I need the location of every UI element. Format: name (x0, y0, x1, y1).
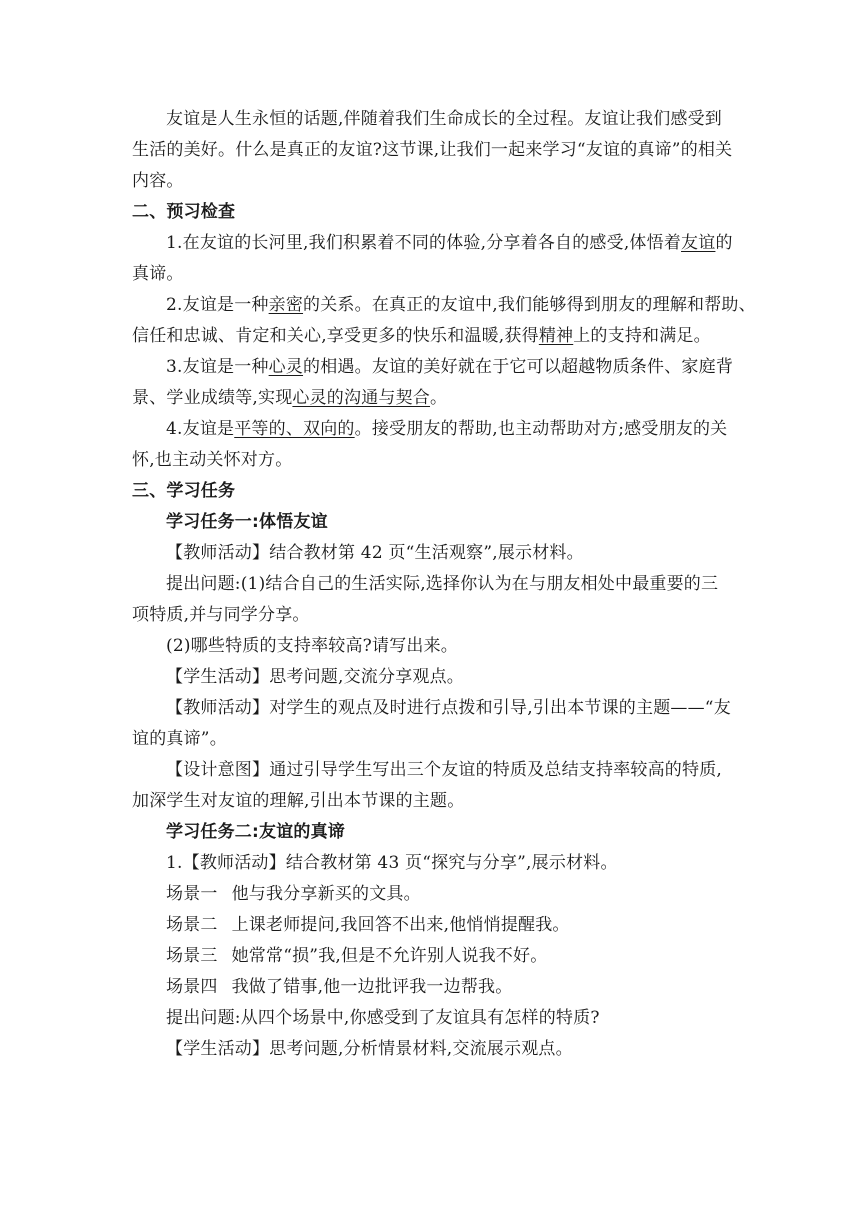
scene-label: 场景一 (166, 884, 218, 904)
task-1-student: 【学生活动】思考问题,交流分享观点。 (166, 667, 465, 687)
task-2-teacher: 1.【教师活动】结合教材第 43 页“探究与分享”,展示材料。 (166, 853, 618, 873)
answer-blank: 亲密 (268, 295, 304, 315)
scene-line (132, 972, 740, 1003)
intro-line-1: 友谊是人生永恒的话题,伴随着我们生命成长的全过程。友谊让我们感受到 (166, 109, 723, 129)
task-2-question: 提出问题:从四个场景中,你感受到了友谊具有怎样的特质? (166, 1008, 600, 1028)
intro-line-2: 生活的美好。什么是真正的友谊?这节课,让我们一起来学习“友谊的真谛”的相关 (132, 140, 733, 160)
text: 上的支持和满足。 (573, 326, 711, 346)
task-1-title: 学习任务一:体悟友谊 (166, 512, 328, 532)
preview-item-4-cont: 怀,也主动关怀对方。 (132, 450, 293, 470)
text: 。 (430, 388, 448, 408)
preview-item-1 (132, 228, 740, 259)
answer-blank: 友谊 (681, 233, 716, 253)
scene-label: 场景四 (166, 977, 218, 997)
section-heading-tasks: 三、学习任务 (132, 481, 236, 501)
text: 。接受朋友的帮助,也主动帮助对方;感受朋友的关 (354, 419, 728, 439)
task-1-intent-cont: 加深学生对友谊的理解,引出本节课的主题。 (132, 791, 465, 811)
preview-item-2-cont (132, 321, 740, 352)
preview-item-1-cont: 真谛。 (132, 264, 184, 284)
preview-item-4 (132, 414, 740, 445)
scene-text: 上课老师提问,我回答不出来,他悄悄提醒我。 (231, 915, 570, 935)
scene-line (132, 910, 740, 941)
task-1-question-2: (2)哪些特质的支持率较高?请写出来。 (166, 636, 458, 656)
task-1-question: 提出问题:(1)结合自己的生活实际,选择你认为在与朋友相处中最重要的三 (166, 574, 719, 594)
section-heading-preview: 二、预习检查 (132, 202, 236, 222)
scene-label: 场景三 (166, 946, 218, 966)
scene-line (132, 941, 740, 972)
task-2-student: 【学生活动】思考问题,分析情景材料,交流展示观点。 (166, 1039, 573, 1059)
answer-blank: 平等的、双向的 (234, 419, 355, 439)
preview-item-3-cont (132, 383, 740, 414)
task-2-title: 学习任务二:友谊的真谛 (166, 822, 345, 842)
answer-blank: 心灵 (268, 357, 304, 377)
text: 的相遇。友谊的美好就在于它可以超越物质条件、家庭背 (303, 357, 734, 377)
preview-item-3 (132, 352, 740, 383)
scene-text: 她常常“损”我,但是不允许别人说我不好。 (231, 946, 548, 966)
task-1-teacher-2-cont: 谊的真谛”。 (132, 729, 227, 749)
intro-line-3: 内容。 (132, 171, 184, 191)
answer-blank: 精神 (538, 326, 574, 346)
text: 4.友谊是 (166, 419, 235, 439)
task-1-intent: 【设计意图】通过引导学生写出三个友谊的特质及总结支持率较高的特质, (166, 760, 723, 780)
text: 的关系。在真正的友谊中,我们能够得到朋友的理解和帮助、 (303, 295, 756, 315)
preview-item-2 (132, 290, 756, 321)
scene-text: 我做了错事,他一边批评我一边帮我。 (231, 977, 513, 997)
text: 的 (715, 233, 733, 253)
scene-line (132, 879, 740, 910)
answer-blank: 心灵的沟通与契合 (292, 388, 431, 408)
text: 3.友谊是一种 (166, 357, 269, 377)
task-1-teacher-2: 【教师活动】对学生的观点及时进行点拨和引导,引出本节课的主题——“友 (166, 698, 731, 718)
task-1-teacher: 【教师活动】结合教材第 42 页“生活观察”,展示材料。 (166, 543, 584, 563)
scene-text: 他与我分享新买的文具。 (231, 884, 421, 904)
task-1-question-cont: 项特质,并与同学分享。 (132, 605, 310, 625)
text: 信任和忠诚、肯定和关心,享受更多的快乐和温暖,获得 (132, 326, 539, 346)
text: 2.友谊是一种 (166, 295, 269, 315)
document-body (132, 104, 756, 1065)
scene-label: 场景二 (166, 915, 218, 935)
text: 1.在友谊的长河里,我们积累着不同的体验,分享着各自的感受,体悟着 (166, 233, 682, 253)
text: 景、学业成绩等,实现 (132, 388, 293, 408)
